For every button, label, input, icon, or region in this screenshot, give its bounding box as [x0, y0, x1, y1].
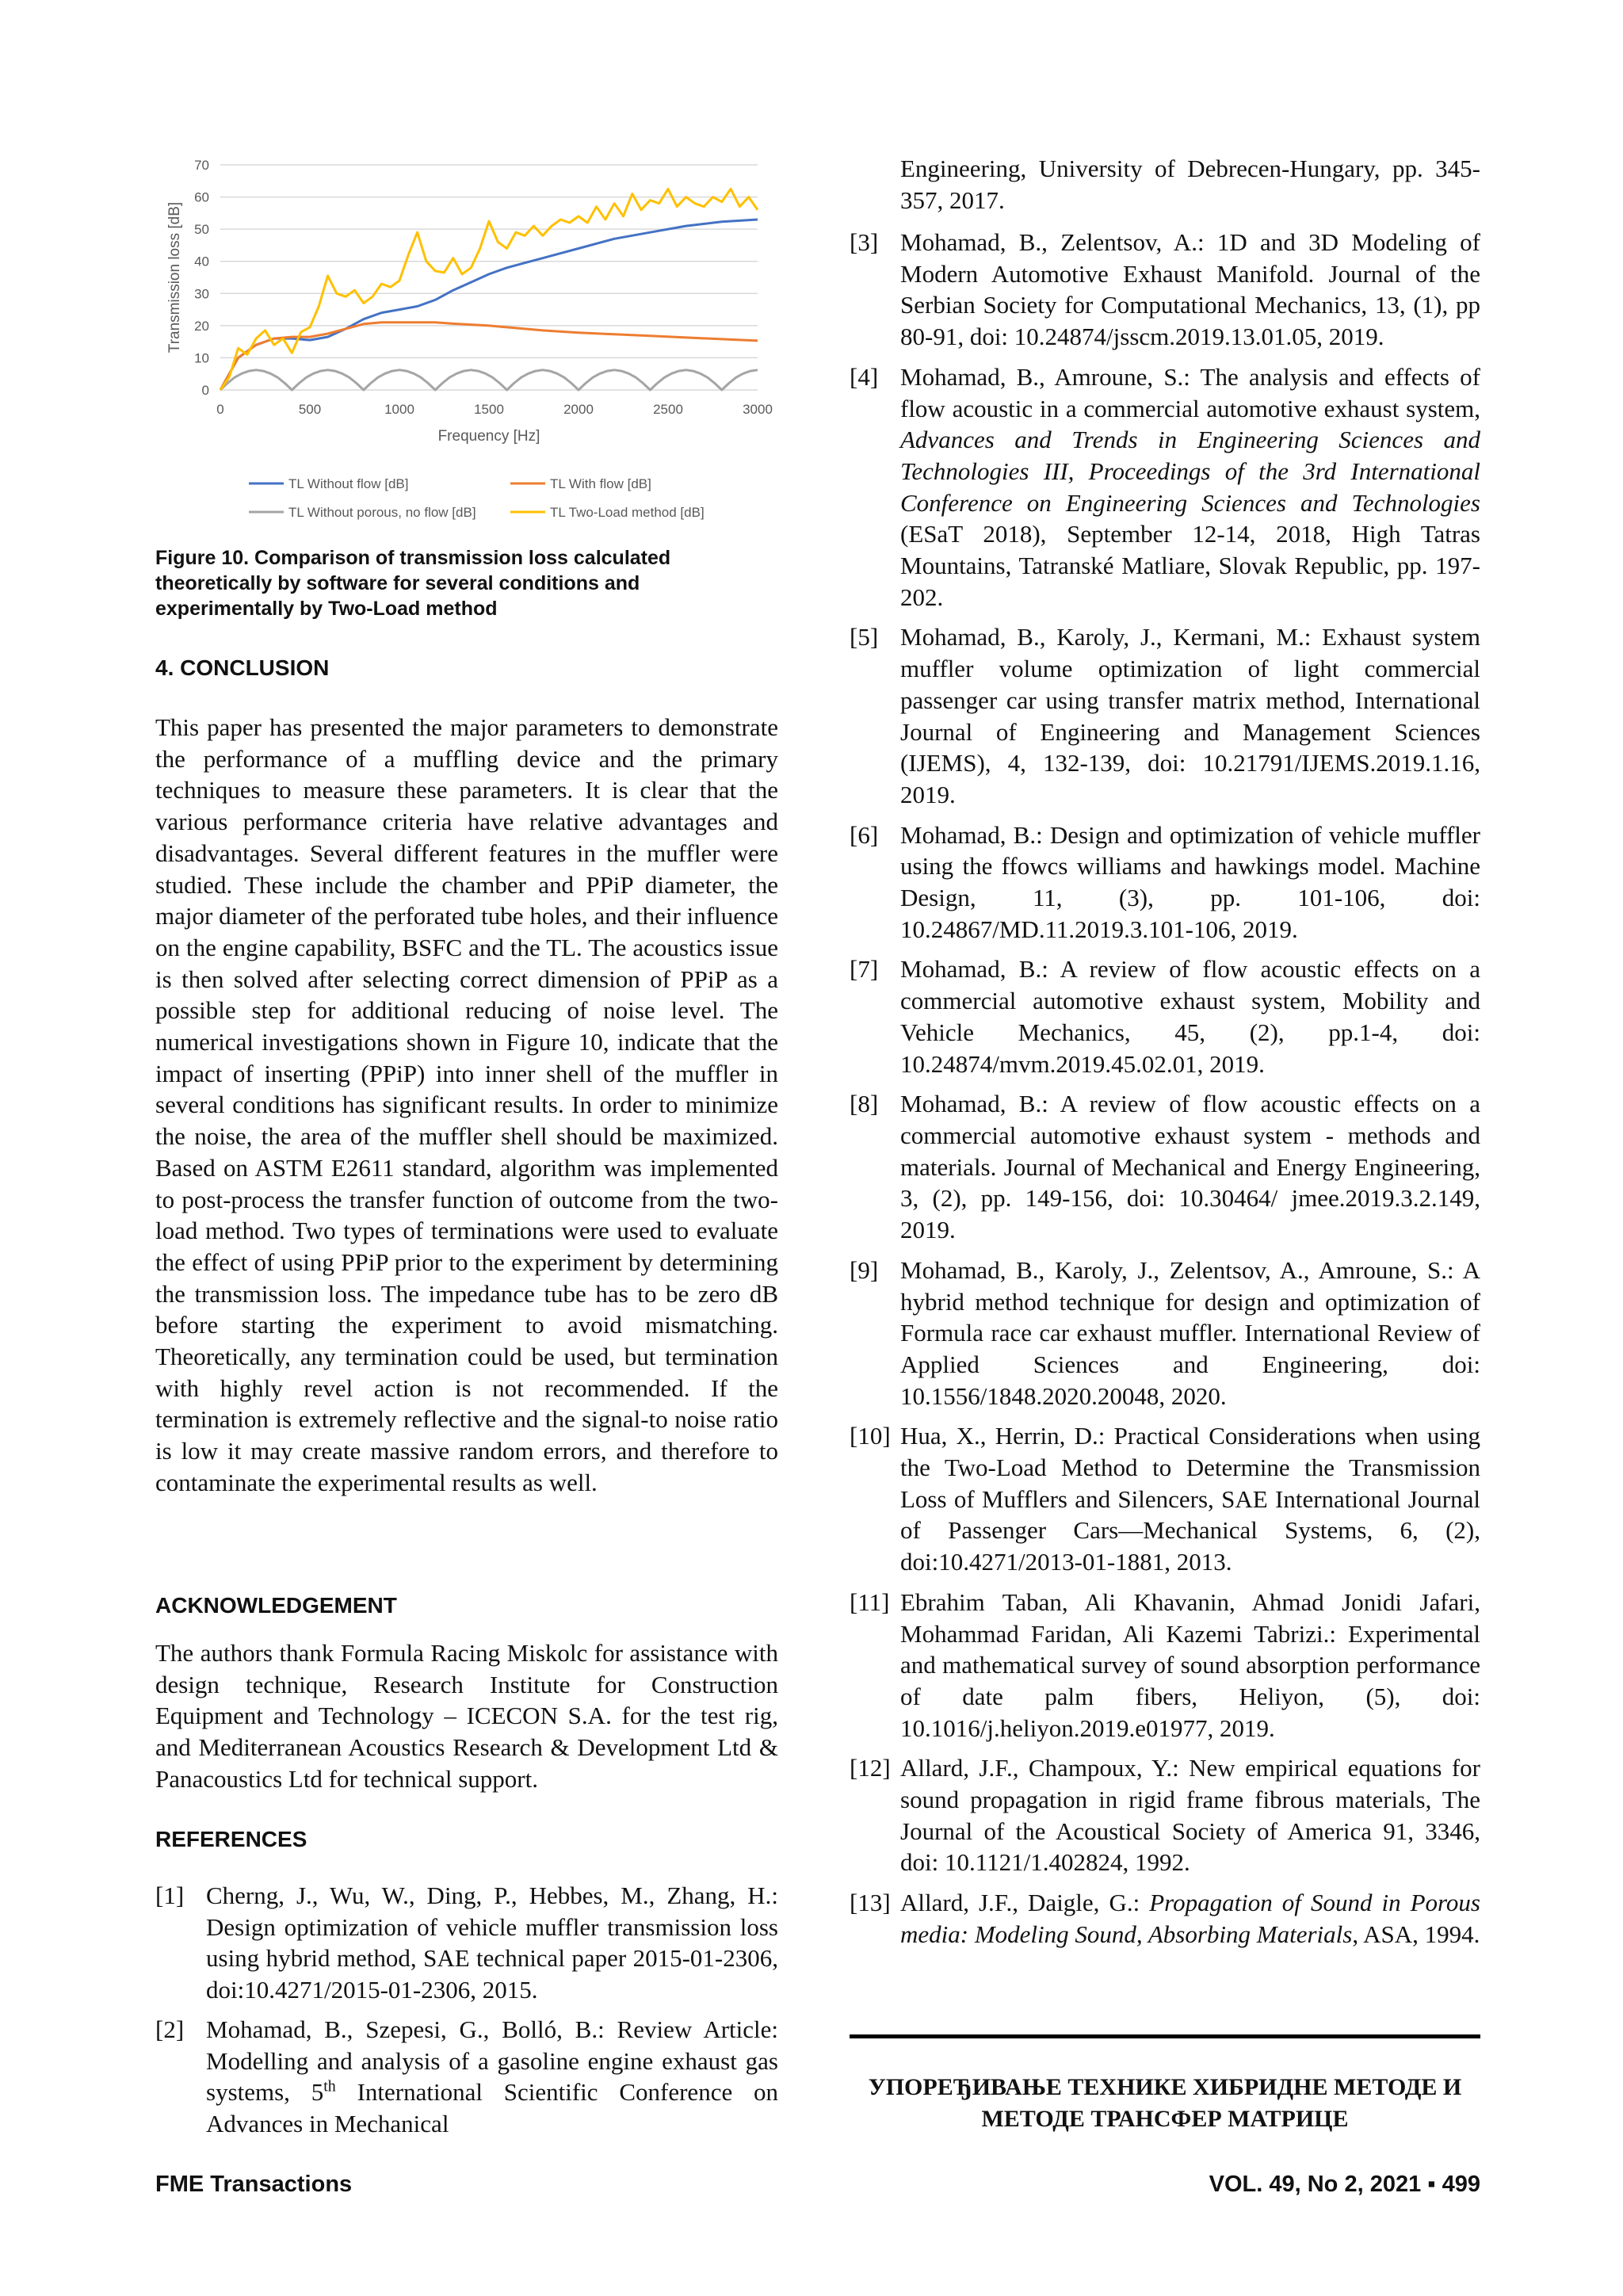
series-line-3 [220, 370, 758, 390]
figure-caption: Figure 10. Comparison of transmission loss calculated theoretically by software for several conditions and experimentally by Two-Load method [155, 547, 671, 620]
x-tick-label: 0 [216, 402, 224, 417]
reference-2-continued: Engineering, University of Debrecen-Hungary, pp. 345-357, 2017. [900, 155, 1480, 214]
y-tick-label: 10 [194, 350, 209, 366]
references-right [850, 227, 1480, 1959]
legend-label: TL Without flow [dB] [288, 476, 409, 491]
reference-italic: Propagation of Sound in Porous media: Modeling Sound, Absorbing Materials [900, 1889, 1480, 1948]
reference-10 [850, 1420, 1480, 1578]
legend-label: TL Without porous, no flow [dB] [288, 505, 476, 520]
reference-text: Allard, J.F., Champoux, Y.: New empirical equations for sound propagation in rigid frame fibrous materials, The Journal of the Acoustical Society of America 91, 3346, doi: 10.1121/1.402824, 1992. [900, 1754, 1480, 1877]
conclusion-heading: 4. CONCLUSION [155, 655, 330, 680]
references-left [155, 1880, 778, 2148]
reference-number: [11] [850, 1587, 890, 1616]
reference-number: [12] [850, 1754, 891, 1782]
reference-number: [5] [850, 623, 879, 651]
reference-6 [850, 819, 1480, 946]
reference-text: Mohamad, B., Zelentsov, A.: 1D and 3D Modeling of Modern Automotive Exhaust Manifold. Journal of the Serbian Society for Computational Mechanics, 13, (1), pp 80-91, doi: 10.24874/jsscm.2019.13.01.05, 2019. [900, 228, 1480, 351]
x-axis-label: Frequency [Hz] [437, 428, 540, 445]
reference-text: Cherng, J., Wu, W., Ding, P., Hebbes, M., Zhang, H.: Design optimization of vehicle muffler transmission loss using hybrid method, SAE technical paper 2015-01-2306, doi:10.4271/2015-01-2306, 2015. [206, 1881, 778, 2004]
reference-number: [3] [850, 228, 879, 256]
reference-number: [13] [850, 1889, 891, 1917]
reference-text: , ASA, 1994. [1352, 1920, 1480, 1948]
legend-label: TL With flow [dB] [550, 476, 651, 491]
reference-12 [850, 1752, 1480, 1878]
acknowledgement-heading: ACKNOWLEDGEMENT [155, 1593, 397, 1618]
reference-text: Mohamad, B.: A review of flow acoustic effects on a commercial automotive exhaust system - methods and materials. Journal of Mechanical and Energy Engineering, 3, (2), pp. 149-156, doi: 10.30464/ jmee.2019.3.2.149, 2019. [900, 1090, 1480, 1244]
reference-number: [8] [850, 1090, 879, 1118]
reference-italic: Advances and Trends in Engineering Sciences and Technologies III, Proceedings of the 3rd International Conference on Engineering Sciences and Technologies [900, 426, 1480, 517]
footer-journal: FME Transactions [155, 2172, 353, 2197]
y-tick-label: 30 [194, 286, 209, 302]
x-tick-label: 1500 [474, 402, 504, 417]
reference-number: [10] [850, 1422, 891, 1450]
reference-text: Mohamad, B.: Design and optimization of vehicle muffler using the ffowcs williams and hawkings model. Machine Design, 11, (3), pp. 101-106, doi: 10.24867/MD.11.2019.3.101-106, 2019. [900, 820, 1480, 943]
y-tick-label: 50 [194, 222, 209, 238]
series-line-1 [220, 220, 758, 390]
x-tick-label: 2500 [653, 402, 683, 417]
y-tick-label: 60 [194, 189, 209, 205]
reference-1 [155, 1880, 778, 2006]
reference-text: Mohamad, B., Amroune, S.: The analysis and effects of flow acoustic in a commercial automotive exhaust system, [900, 362, 1480, 422]
legend-label: TL Two-Load method [dB] [550, 505, 705, 520]
references-heading: REFERENCES [155, 1827, 307, 1851]
x-tick-label: 3000 [743, 402, 773, 417]
reference-11 [850, 1587, 1480, 1744]
reference-number: [6] [850, 820, 879, 849]
reference-3 [850, 227, 1480, 353]
x-tick-label: 1000 [384, 402, 414, 417]
y-axis-label: Transmission loss [dB] [166, 201, 183, 353]
reference-8 [850, 1088, 1480, 1246]
reference-2 [155, 2014, 778, 2140]
section-divider [850, 2034, 1480, 2038]
y-tick-label: 40 [194, 254, 209, 269]
reference-4 [850, 361, 1480, 613]
reference-text: Hua, X., Herrin, D.: Practical Considerations when using the Two-Load Method to Determine the Transmission Loss of Mufflers and Silencers, SAE International Journal of Passenger Cars—Mechanical Systems, 6, (2), doi:10.4271/2013-01-1881, 2013. [900, 1422, 1480, 1576]
reference-text: Mohamad, B., Karoly, J., Zelentsov, A., Amroune, S.: A hybrid method technique for design and optimization of Formula race car exhaust muffler. International Review of Applied Sciences and Engineering, doi: 10.1556/1848.2020.20048, 2020. [900, 1255, 1480, 1410]
chart-svg [155, 155, 778, 536]
reference-9 [850, 1255, 1480, 1412]
reference-superscript: th [323, 2077, 336, 2095]
transmission-loss-chart [155, 155, 778, 536]
reference-5 [850, 621, 1480, 810]
x-tick-label: 2000 [563, 402, 594, 417]
reference-7 [850, 953, 1480, 1079]
y-tick-label: 20 [194, 318, 209, 334]
reference-text: Mohamad, B., Karoly, J., Kermani, M.: Exhaust system muffler volume optimization of light commercial passenger car using transfer matrix method, International Journal of Engineering and Management Sciences (IJEMS), 4, 132-139, doi: 10.21791/IJEMS.2019.1.16, 2019. [900, 623, 1480, 808]
acknowledgement-text: The authors thank Formula Racing Miskolc for assistance with design technique, Research Institute for Construction Equipment and Technology – ICECON S.A. for the test rig, and Mediterranean Acoustics Research & Development Ltd & Panacoustics Ltd for technical support. [155, 1639, 778, 1793]
footer-volume: VOL. 49, No 2, 2021 ▪ 499 [1209, 2172, 1480, 2197]
reference-number: [4] [850, 362, 879, 391]
reference-number: [1] [155, 1881, 185, 1909]
reference-text: Allard, J.F., Daigle, G.: [900, 1889, 1150, 1917]
reference-text: International Scientific Conference on Advances in Mechanical [206, 2078, 779, 2137]
reference-13 [850, 1887, 1480, 1950]
reference-text: Ebrahim Taban, Ali Khavanin, Ahmad Jonidi Jafari, Mohammad Faridan, Ali Kazemi Tabrizi.: Experimental and mathematical survey of sound absorption performance of date palm fibers, Heliyon, (5), doi: 10.1016/j.heliyon.2019.e01977, 2019. [900, 1587, 1480, 1742]
reference-text: (ESaT 2018), September 12-14, 2018, High Tatras Mountains, Tatranské Matliare, Slovak Republic, pp. 197-202. [900, 520, 1480, 611]
reference-number: [7] [850, 955, 879, 984]
reference-text: Mohamad, B.: A review of flow acoustic effects on a commercial automotive exhaust system, Mobility and Vehicle Mechanics, 45, (2), pp.1-4, doi: 10.24874/mvm.2019.45.02.01, 2019. [900, 955, 1480, 1078]
y-tick-label: 70 [194, 158, 209, 173]
serbian-title: УПОРЕЂИВАЊЕ ТЕХНИКЕ ХИБРИДНЕ МЕТОДЕ И МЕТОДЕ ТРАНСФЕР МАТРИЦЕ [868, 2074, 1462, 2132]
reference-number: [9] [850, 1255, 879, 1284]
y-tick-label: 0 [201, 383, 209, 398]
series-line-4 [220, 189, 758, 390]
conclusion-text: This paper has presented the major parameters to demonstrate the performance of a muffling device and the primary techniques to measure these parameters. It is clear that the various performance criteria have relative advantages and disadvantages. Several different features in the muffler were studied. These include the chamber and PPiP diameter, the major diameter of the perforated tube holes, and their influence on the engine capability, BSFC and the TL. The acoustics issue is then solved after selecting correct dimension of PPiP as a possible step for additional reducing of noise level. The numerical investigations shown in Figure 10, indicate that the impact of inserting (PPiP) into inner shell of the muffler in several conditions has significant results. In order to minimize the noise, the area of the muffler shell should be maximized. Based on ASTM E2611 standard, algorithm was implemented to post-process the transfer function of outcome from the two-load method. Two types of terminations were used to evaluate the effect of using PPiP prior to the experiment by determining the transmission loss. The impedance tube has to be zero dB before starting the experiment to avoid mismatching. Theoretically, any termination could be used, but termination with highly revel action is not recommended. If the termination is extremely reflective and the signal-to noise ratio is low it may create massive random errors, and therefore to contaminate the experimental results as well. [155, 713, 778, 1496]
x-tick-label: 500 [298, 402, 322, 417]
reference-text: Mohamad, B., Szepesi, G., Bolló, B.: Review Article: Modelling and analysis of a gasoline engine exhaust gas systems, 5 [206, 2015, 778, 2107]
reference-number: [2] [155, 2015, 185, 2043]
